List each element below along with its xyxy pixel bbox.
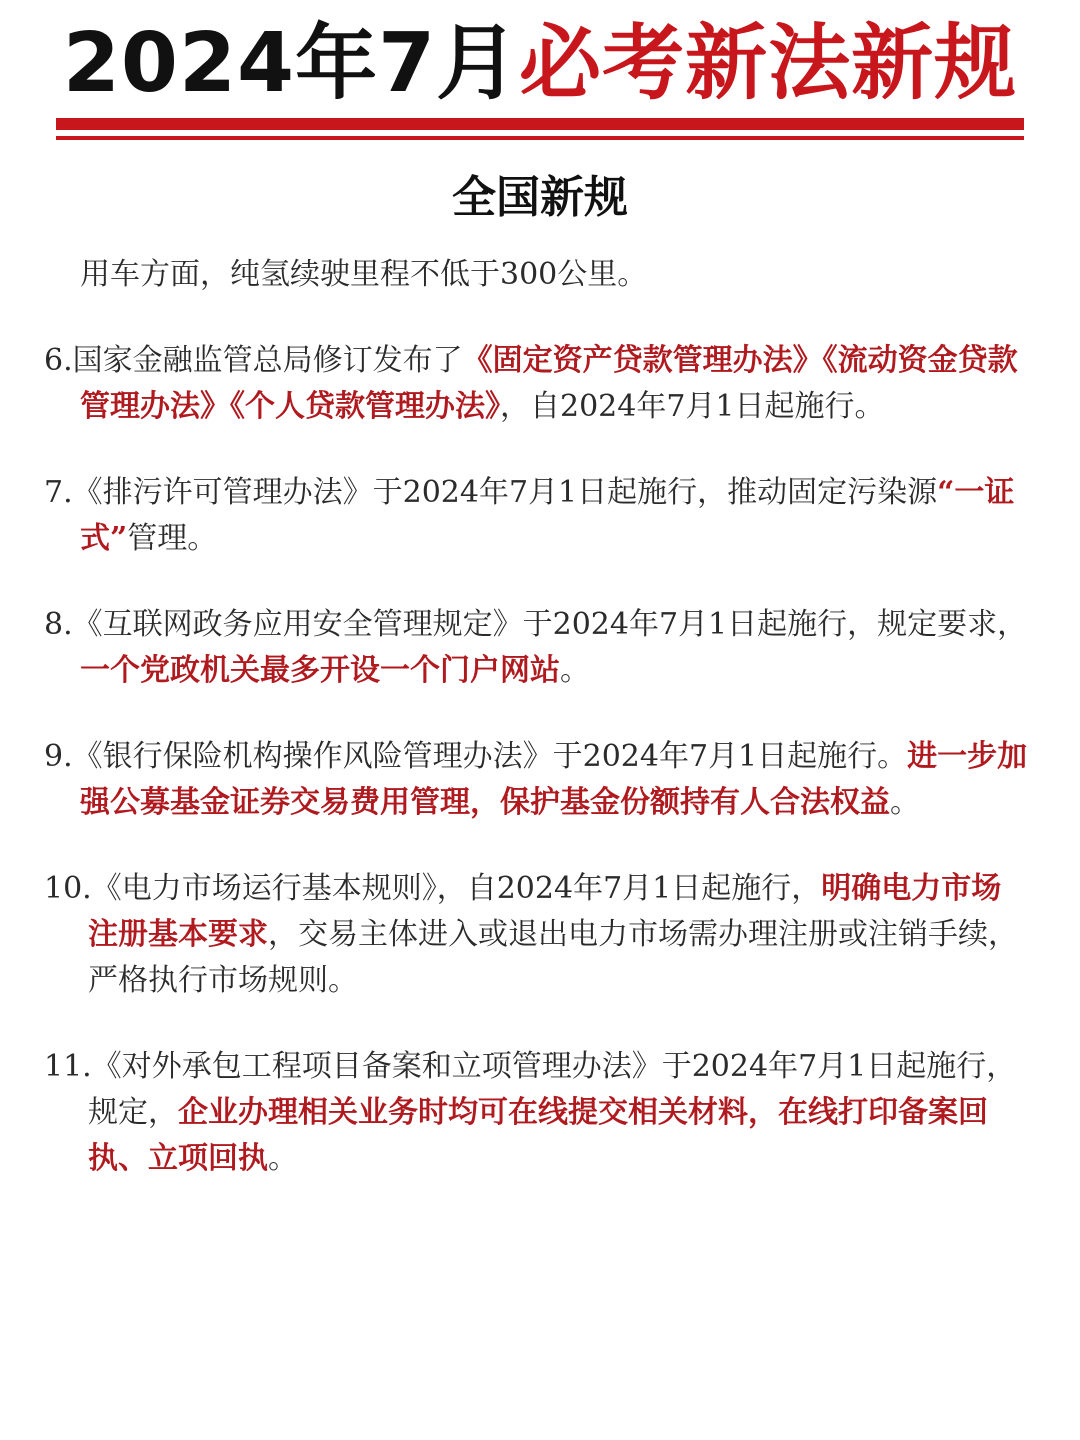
- item-text: 《银行保险机构操作风险管理办法》于2024年7月1日起施行。: [72, 739, 908, 774]
- item-highlight: “一证式”: [80, 475, 1015, 556]
- item-highlight: 明确电力市场注册基本要求: [88, 871, 1002, 952]
- title-divider-thin: [56, 136, 1024, 140]
- list-item: [44, 734, 1029, 826]
- item-number: 9.: [44, 739, 73, 774]
- item-number: 6.: [44, 343, 73, 378]
- item-text-tail: 。: [268, 1141, 298, 1176]
- item-text: 国家金融监管总局修订发布了: [72, 343, 463, 378]
- item-text-tail: 。: [890, 785, 920, 820]
- item-text: 《电力市场运行基本规则》，自2024年7月1日起施行，: [91, 871, 822, 906]
- page-title-date: 2024年7月: [62, 16, 520, 111]
- item-highlight: 一个党政机关最多开设一个门户网站: [80, 653, 560, 688]
- intro-paragraph: 用车方面，纯氢续驶里程不低于300公里。: [80, 257, 648, 292]
- item-number: 7.: [44, 475, 73, 510]
- item-highlight: 进一步加强公募基金证券交易费用管理，保护基金份额持有人合法权益: [80, 739, 1028, 820]
- list-item: [44, 470, 1029, 562]
- list-item: [44, 338, 1029, 430]
- item-text-tail: 管理。: [127, 521, 218, 556]
- item-text-tail: 。: [560, 653, 590, 688]
- item-number: 10.: [44, 871, 92, 906]
- item-text: 《排污许可管理办法》于2024年7月1日起施行，推动固定污染源: [72, 475, 938, 510]
- item-text-tail: ，自2024年7月1日起施行。: [500, 389, 885, 424]
- title-divider-thick: [56, 118, 1024, 130]
- list-item: [44, 602, 1029, 694]
- item-number: 8.: [44, 607, 73, 642]
- item-number: 11.: [44, 1049, 92, 1084]
- page-header: [0, 0, 1080, 150]
- page-title-topic: 必考新法新规: [519, 16, 1018, 111]
- item-text: 《互联网政务应用安全管理规定》于2024年7月1日起施行，规定要求，: [72, 607, 1028, 642]
- list-item: [44, 866, 1029, 1004]
- item-highlight: 《固定资产贷款管理办法》《流动资金贷款管理办法》《个人贷款管理办法》: [80, 343, 1018, 424]
- item-text-tail: ，交易主体进入或退出电力市场需办理注册或注销手续，严格执行市场规则。: [88, 917, 1018, 998]
- page-title: [0, 14, 1080, 114]
- item-highlight: 企业办理相关业务时均可在线提交相关材料，在线打印备案回执、立项回执: [88, 1095, 988, 1176]
- regulation-list: [44, 252, 1029, 1222]
- list-item: [44, 1044, 1029, 1182]
- item-text: 《对外承包工程项目备案和立项管理办法》于2024年7月1日起施行，规定，: [88, 1049, 1017, 1130]
- section-title: 全国新规: [452, 172, 628, 223]
